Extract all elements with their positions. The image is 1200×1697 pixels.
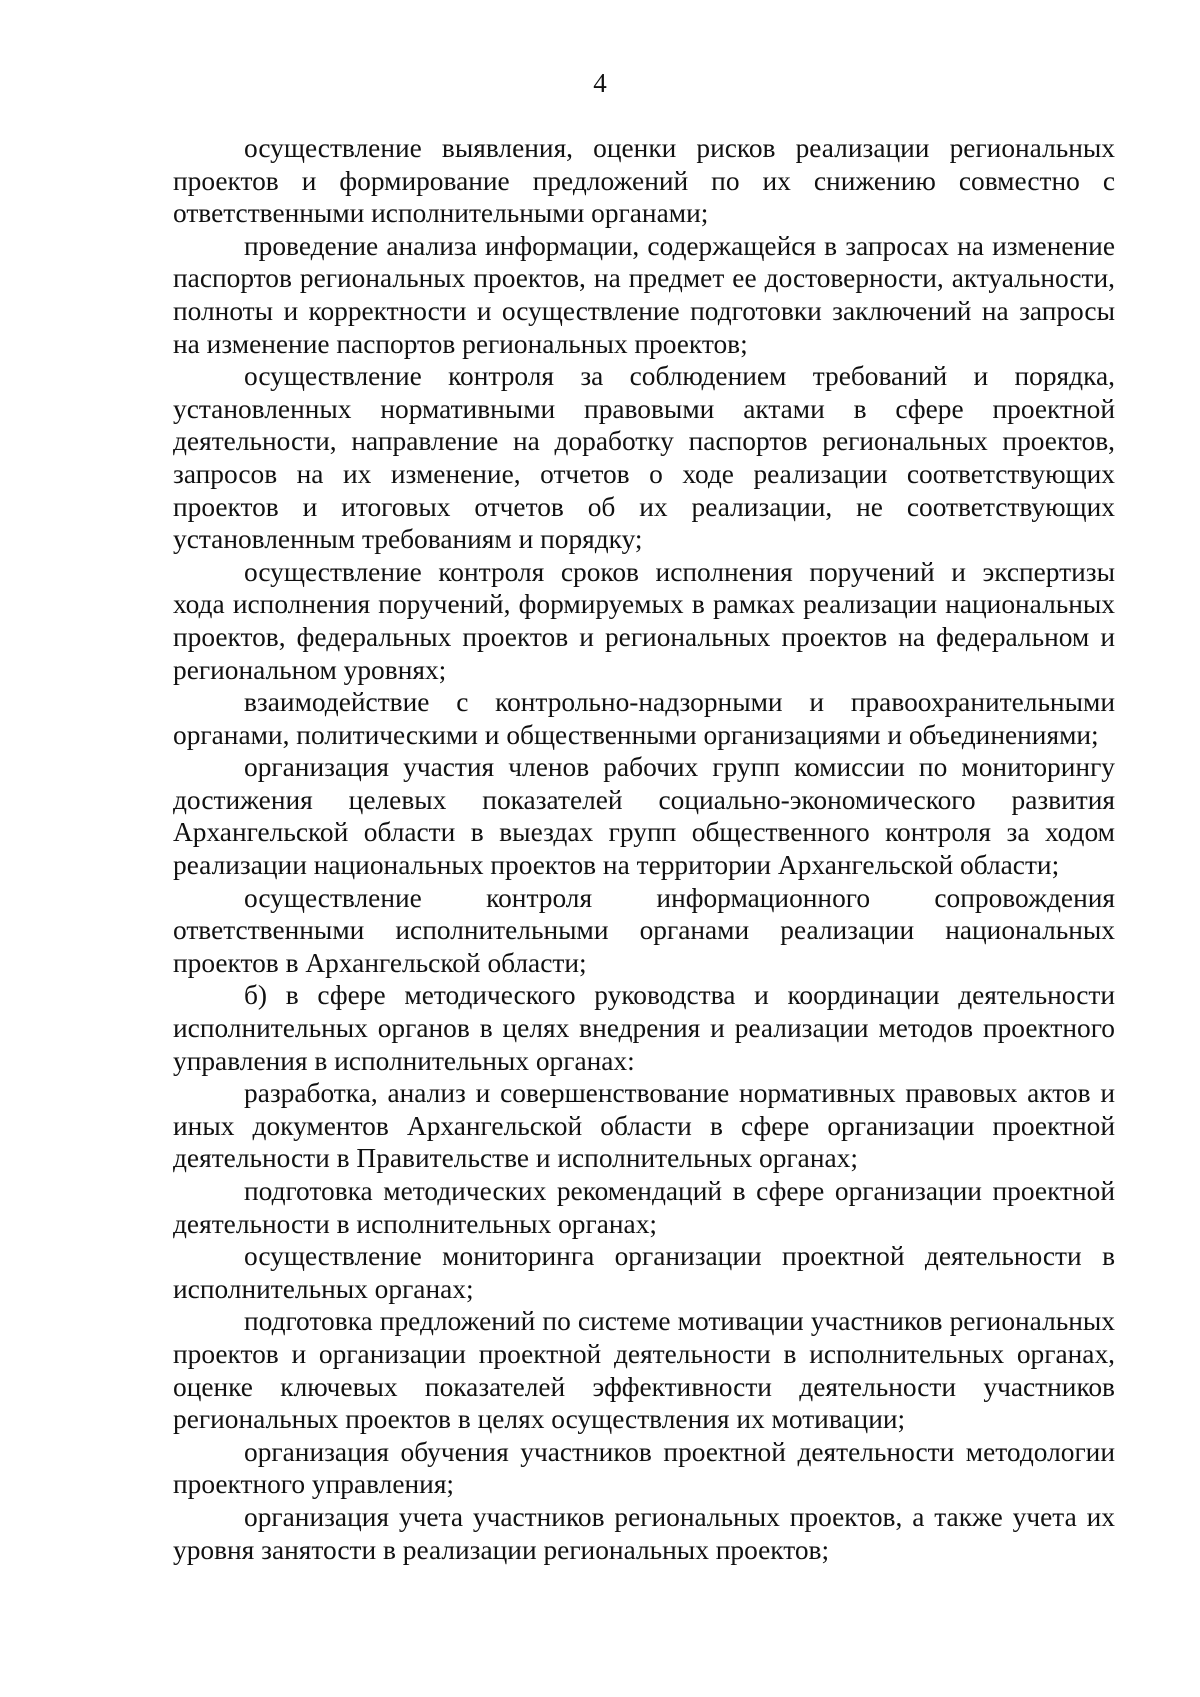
paragraph-8: б) в сфере методического руководства и координации деятельности исполнительных органов в целях внедрения и реализации методов проектного управления в исполнительных органах: [173,980,1115,1076]
paragraph-10: подготовка методических рекомендаций в сфере организации проектной деятельности в исполнительных органах; [173,1176,1115,1239]
paragraph-7: осуществление контроля информационного сопровождения ответственными исполнительными органами реализации национальных проектов в Архангельской области; [173,882,1115,978]
paragraph-13: организация обучения участников проектной деятельности методологии проектного управления; [173,1436,1115,1500]
document-body [173,132,1115,1566]
paragraph-4: осуществление контроля сроков исполнения поручений и экспертизы хода исполнения поручений, формируемых в рамках реализации национальных проектов, федеральных проектов и региональных проектов на федеральном и региональном уровнях; [173,556,1115,685]
paragraph-6: организация участия членов рабочих групп комиссии по мониторингу достижения целевых показателей социально-экономического развития Архангельской области в выездах групп общественного контроля за ходом реализации национальных проектов на территории Архангельской области; [173,752,1115,881]
paragraph-14: организация учета участников региональных проектов, а также учета их уровня занятости в реализации региональных проектов; [173,1501,1115,1565]
paragraph-2: проведение анализа информации, содержащейся в запросах на изменение паспортов региональных проектов, на предмет ее достоверности, актуальности, полноты и корректности и осуществление подготовки заключений на запросы на изменение паспортов региональных проектов; [173,230,1115,359]
paragraph-11: осуществление мониторинга организации проектной деятельности в исполнительных органах; [173,1241,1115,1304]
paragraph-9: разработка, анализ и совершенствование нормативных правовых актов и иных документов Архангельской области в сфере организации проектной деятельности в Правительстве и исполнительных органах; [173,1078,1115,1174]
paragraph-1: осуществление выявления, оценки рисков реализации региональных проектов и формирование предложений по их снижению совместно с ответственными исполнительными органами; [173,133,1115,229]
paragraph-12: подготовка предложений по системе мотивации участников региональных проектов и организации проектной деятельности в исполнительных органах, оценке ключевых показателей эффективности деятельности участников региональных проектов в целях осуществления их мотивации; [173,1306,1115,1435]
page-number: 4 [593,68,607,98]
paragraph-5: взаимодействие с контрольно-надзорными и правоохранительными органами, политическими и общественными организациями и объединениями; [173,687,1115,750]
paragraph-3: осуществление контроля за соблюдением требований и порядка, установленных нормативными правовыми актами в сфере проектной деятельности, направление на доработку паспортов региональных проектов, запросов на их изменение, отчетов о ходе реализации соответствующих проектов и итоговых отчетов об их реализации, не соответствующих установленным требованиям и порядку; [173,361,1115,555]
